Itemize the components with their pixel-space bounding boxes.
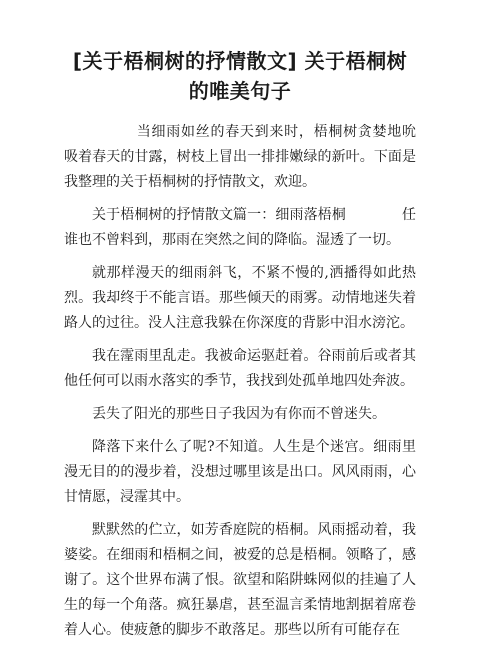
body-paragraph: 就那样漫天的细雨斜飞，不紧不慢的,洒播得如此热烈。我却终于不能言语。那些倾天的雨雾。动情地迷失着路人的过往。没人注意我躲在你深度的背影中泪水滂沱。 xyxy=(64,265,416,331)
body-paragraph: 降落下来什么了呢?不知道。人生是个迷宫。细雨里漫无目的的漫步着，没想过哪里该是出口。风风雨雨，心甘情愿，浸霪其中。 xyxy=(64,439,416,505)
section-heading-tail: 任谁也不曾料到，那雨在突然之间的降临。湿透了一切。 xyxy=(64,207,417,248)
section-heading-paragraph xyxy=(64,203,416,253)
body-paragraph: 丢失了阳光的那些日子我因为有你而不曾迷失。 xyxy=(92,406,386,422)
intro-paragraph: 当细雨如丝的春天到来时，梧桐树贪婪地吮吸着春天的甘露，树枝上冒出一排排嫩绿的新叶。下面是我整理的关于梧桐树的抒情散文，欢迎。 xyxy=(64,124,416,190)
body-paragraph: 我在霪雨里乱走。我被命运驱赶着。谷雨前后或者其他任何可以雨水落实的季节，我找到处孤单地四处奔波。 xyxy=(64,348,416,389)
document-body xyxy=(64,120,416,643)
body-paragraph: 默默然的伫立，如芳香庭院的梧桐。风雨摇动着，我婆娑。在细雨和梧桐之间，被爱的总是梧桐。领略了，感谢了。这个世界布满了恨。欲望和陷阱蛛网似的挂遍了人生的每一个角落。疯狂暴虐，甚至温言柔情地割据着席卷着人心。使疲惫的脚步不敢落足。那些以所有可能存在 xyxy=(64,522,416,638)
section-heading: 关于梧桐树的抒情散文篇一：细雨落梧桐 xyxy=(92,207,346,223)
document-title: [关于梧桐树的抒情散文] 关于梧桐树的唯美句子 xyxy=(72,49,408,103)
